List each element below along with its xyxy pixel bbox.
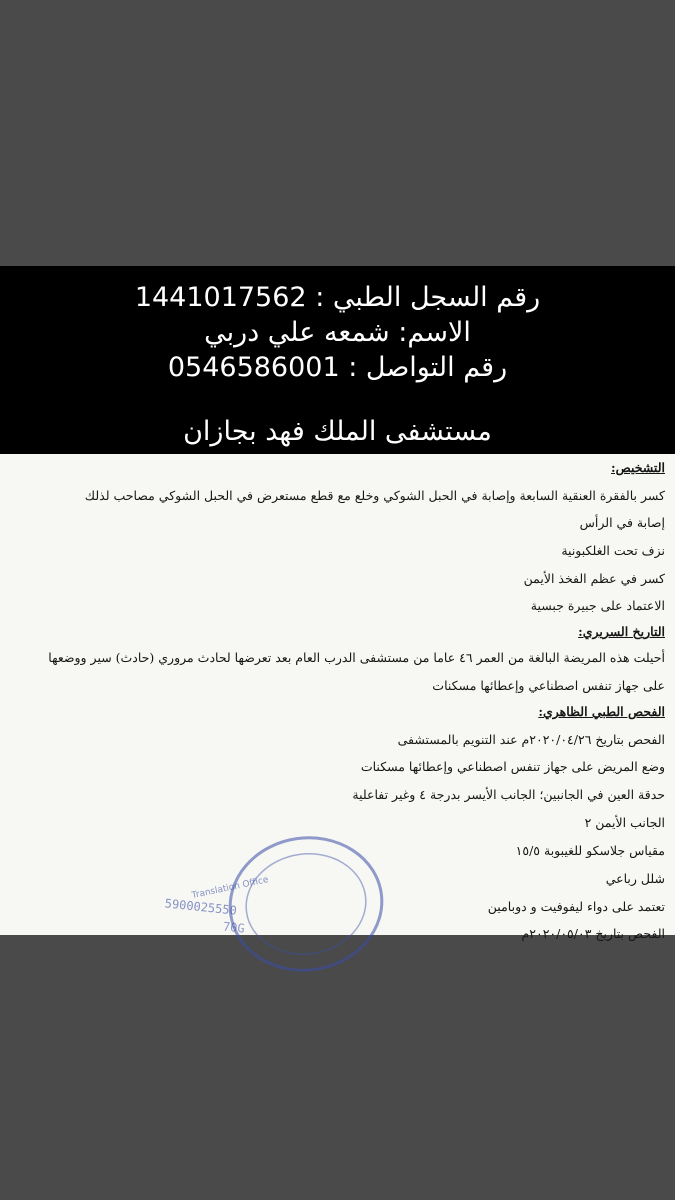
exam-line: مقياس جلاسكو للغيبوبة ١٥/٥ [515,843,665,858]
stamp-code: 5900025550 [164,896,238,918]
exam-line: شلل رباعي [605,871,665,886]
exam-line: الفحص بتاريخ ٢٠٢٠/٠٥/٠٣م [521,926,665,941]
patient-name: الاسم: شمعه علي دربي [204,317,471,348]
exam-line: حدقة العين في الجانبين؛ الجانب الأيسر بدرجة ٤ وغير تفاعلية [352,787,665,802]
exam-line: الجانب الأيمن ٢ [584,815,665,830]
history-line: أحيلت هذه المريضة البالغة من العمر ٤٦ عاما من مستشفى الدرب العام بعد تعرضها لحادث مروري (حادث) سير ووضعها [48,650,665,665]
physical-exam-heading: الفحص الطبي الظاهري: [538,704,665,719]
hospital-name: مستشفى الملك فهد بجازان [183,416,492,447]
stamp-sub: 70G [222,919,246,936]
diagnosis-line: الاعتماد على جبيرة جبسية [530,598,665,613]
stamp-label: Translation Office [190,875,270,902]
official-stamp [164,826,386,976]
medical-record-number: رقم السجل الطبي : 1441017562 [134,282,541,313]
diagnosis-line: كسر بالفقرة العنقية السابعة وإصابة في الحبل الشوكي وخلع مع قطع مستعرض في الحبل الشوكي مصاحب لذلك [84,488,665,503]
info-banner [0,266,675,454]
exam-line: وضع المريض على جهاز تنفس اصطناعي وإعطائها مسكنات [360,759,665,774]
diagnosis-heading: التشخيص: [611,460,665,475]
diagnosis-line: كسر في عظم الفخذ الأيمن [523,571,665,586]
clinical-history-heading: التاريخ السريري: [578,624,665,639]
stamp-inner-ring [240,846,373,962]
medical-report-document [0,454,675,941]
exam-line: تعتمد على دواء ليفوفيت و دوبامين [487,899,665,914]
diagnosis-line: إصابة في الرأس [579,515,665,530]
history-line: على جهاز تنفس اصطناعي وإعطائها مسكنات [432,678,665,693]
diagnosis-line: نزف تحت الغلكبونية [561,543,665,558]
exam-line: الفحص بتاريخ ٢٠٢٠/٠٤/٢٦م عند التنويم بالمستشفى [397,732,665,747]
contact-number: رقم التواصل : 0546586001 [167,352,508,383]
